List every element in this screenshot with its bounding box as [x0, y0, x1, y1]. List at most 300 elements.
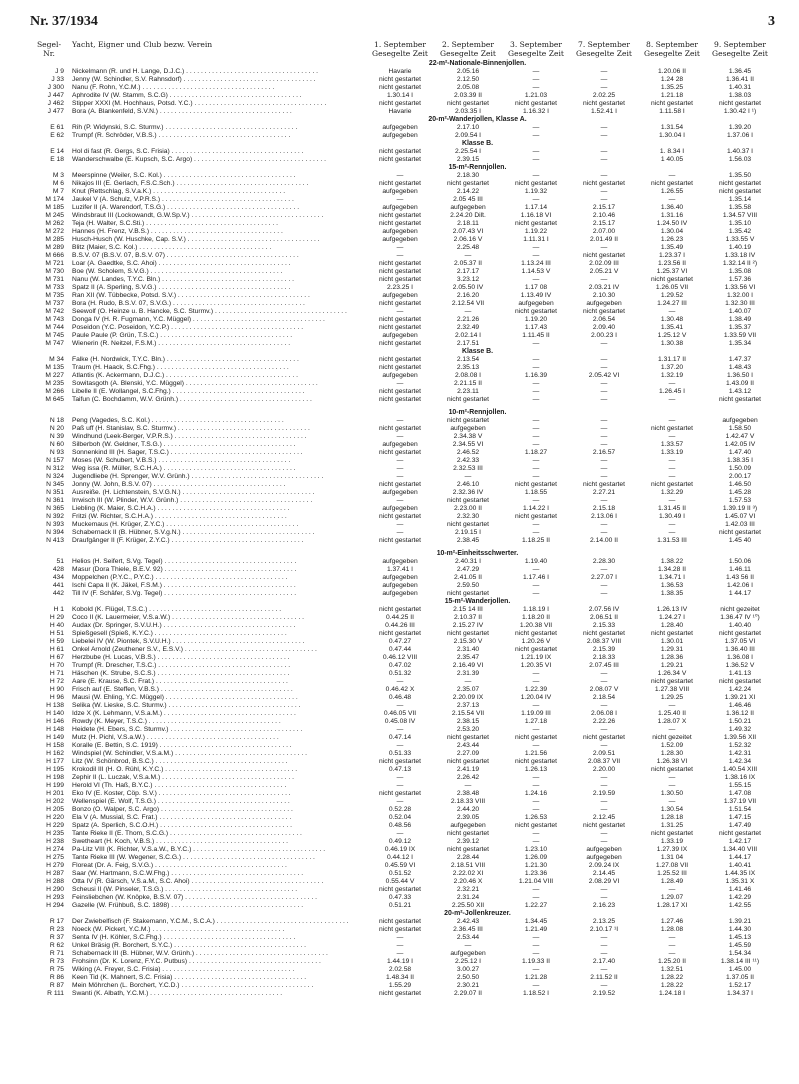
time-sep-1: 0.55.44 V [385, 878, 415, 885]
time-sep-7: 2.08.37 VII [587, 758, 621, 765]
yacht-owner-club: Muckemaus (H. Krüger, Z.Y.C.) . . . . . . . . . . . . . . . . . . . . . . . . . . . . . . . . . . . . [72, 521, 299, 528]
time-sep-2: nicht gestartet [446, 417, 489, 424]
time-sep-7: — [600, 566, 608, 573]
time-sep-9: 1.39.21 [728, 918, 752, 925]
yacht-owner-club: Pa-Litz VIII (K. Richter, V.S.a.W., B.Y.C.) . . . . . . . . . . . . . . . . . . . . . . . . . . . . . . . . . . . . [72, 846, 326, 853]
time-sep-9: 1.35.37 [728, 324, 752, 331]
time-sep-9: 1.37.19 VII [723, 798, 757, 805]
yacht-owner-club: B.S.V. 07 (B.S.V. 07, B.S.V. 07) . . . . . . . . . . . . . . . . . . . . . . . . . . . . . . . . . . . . [72, 252, 299, 259]
time-sep-8: 1.25.20 II [658, 958, 686, 965]
time-sep-3: — [532, 798, 540, 805]
time-sep-1: nicht gestartet [378, 449, 421, 456]
sail-number: H 274 [46, 846, 64, 853]
time-sep-8: — [668, 497, 676, 504]
time-sep-2: 2.25.50 XII [451, 902, 485, 909]
sail-number: 441 [52, 582, 64, 589]
column-header-time-sep-3: 3. September Gesegelte Zeit [508, 40, 564, 58]
table-row [30, 68, 775, 76]
time-sep-1: nicht gestartet [378, 606, 421, 613]
yacht-owner-club: Litz (W. Schönbrod, B.S.C.) . . . . . . . . . . . . . . . . . . . . . . . . . . . . . . . . . . . . [72, 758, 288, 765]
yacht-owner-club: Mein Möhrchen (L. Borchert, Y.C.D.) . . . . . . . . . . . . . . . . . . . . . . . . . . . . . . . . . . . . [72, 982, 314, 989]
table-row [30, 180, 775, 188]
time-sep-2: 2.32.30 [456, 513, 480, 520]
time-sep-8: 1.32.19 [660, 372, 684, 379]
results-table [30, 60, 775, 998]
sail-number: E 62 [50, 132, 64, 139]
time-sep-3: — [532, 364, 540, 371]
yacht-owner-club: Luzifer II (A. Warendorf, T.S.G.) . . . . . . . . . . . . . . . . . . . . . . . . . . . . . . . . . . . . [72, 204, 300, 211]
time-sep-2: 2.21.15 II [454, 380, 482, 387]
time-sep-1: nicht gestartet [378, 356, 421, 363]
time-sep-7: — [600, 774, 608, 781]
time-sep-2: 2.18.33 VIII [450, 798, 486, 805]
time-sep-3: 1.21.04 VIII [518, 878, 554, 885]
time-sep-9: aufgegeben [722, 417, 758, 424]
time-sep-3: — [532, 441, 540, 448]
time-sep-2: aufgegeben [450, 204, 486, 211]
sail-number: H 220 [46, 814, 64, 821]
time-sep-3: — [532, 966, 540, 973]
time-sep-2: 2.42.33 [456, 457, 480, 464]
time-sep-8: 1.31.25 [660, 822, 684, 829]
table-row [30, 950, 775, 958]
yacht-owner-club: Nanu (F. Rohn, Y.C.M.) . . . . . . . . . . . . . . . . . . . . . . . . . . . . . . . . . . . . [72, 84, 275, 91]
time-sep-2: 2.53.44 [456, 934, 480, 941]
sail-number: M 733 [45, 284, 64, 291]
time-sep-1: aufgegeben [382, 590, 418, 597]
time-sep-9: 1.52.17 [728, 982, 752, 989]
yacht-owner-club: Bora (A. Blankenfeld, S.V.N.) . . . . . . . . . . . . . . . . . . . . . . . . . . . . . . . . . . . . [72, 108, 292, 115]
time-sep-3: 1.22.27 [524, 902, 548, 909]
time-sep-2: 2.18.51 VIII [450, 862, 486, 869]
sail-number: H 199 [46, 782, 64, 789]
table-row [30, 236, 775, 244]
sail-number: R 17 [49, 918, 64, 925]
sail-number: H 201 [46, 790, 64, 797]
time-sep-8: nicht gestartet [650, 830, 693, 837]
time-sep-3: — [532, 678, 540, 685]
yacht-owner-club: Hannes (H. Frenz, V.B.S.) . . . . . . . . . . . . . . . . . . . . . . . . . . . . . . . . . . . . [72, 228, 283, 235]
time-sep-2: 2.05.50 IV [452, 284, 484, 291]
sail-number: H 205 [46, 806, 64, 813]
time-sep-9: nicht gestartet [718, 529, 761, 536]
yacht-owner-club: Weg issa (R. Müller, S.C.H.A.) . . . . . . . . . . . . . . . . . . . . . . . . . . . . . . . . . . . . [72, 465, 296, 472]
time-sep-8: 1 40.05 [660, 156, 684, 163]
time-sep-2: 2.15.54 VII [451, 710, 485, 717]
table-row [30, 590, 775, 598]
sail-number: M 645 [45, 396, 64, 403]
time-sep-2: 2.35.13 [456, 364, 480, 371]
time-sep-9: 1.44.17 [728, 854, 752, 861]
table-row [30, 750, 775, 758]
sail-number: H 148 [46, 726, 64, 733]
class-heading: 20-m²-Wanderjollen, Klasse A. [428, 116, 527, 123]
time-sep-2: aufgegeben [450, 950, 486, 957]
time-sep-1: aufgegeben [382, 558, 418, 565]
time-sep-8: nicht gezeitet [652, 734, 692, 741]
table-row [30, 100, 775, 108]
time-sep-9: 1.38.14 III ¹¹) [720, 958, 760, 965]
time-sep-7: 2.22.26 [592, 718, 616, 725]
time-sep-8: 1.26.05 VII [655, 284, 689, 291]
time-sep-1: nicht gestartet [378, 212, 421, 219]
time-sep-3: 1.26.53 [524, 814, 548, 821]
time-sep-9: 1.38.16 IX [724, 774, 756, 781]
table-row [30, 388, 775, 396]
time-sep-9: nicht gestartet [718, 100, 761, 107]
time-sep-2: 2.15.27 IV [452, 622, 484, 629]
table-row [30, 622, 775, 630]
time-sep-8: — [668, 465, 676, 472]
time-sep-2: nicht gestartet [446, 830, 489, 837]
time-sep-3: 1.19.22 [524, 228, 548, 235]
table-row [30, 332, 775, 340]
time-sep-9: 1.47.49 [728, 822, 752, 829]
time-sep-2: 2.03.35 I [454, 108, 482, 115]
time-sep-8: 1.29.52 [660, 292, 684, 299]
table-row [30, 417, 775, 425]
sail-number: E 61 [50, 124, 64, 131]
time-sep-3: 1.14.22 I [522, 505, 550, 512]
time-sep-9: 1.38.03 [728, 92, 752, 99]
time-sep-7: 2.18.33 [592, 654, 616, 661]
time-sep-9: 1.37.05 VI [724, 638, 756, 645]
time-sep-1: nicht gestartet [378, 300, 421, 307]
time-sep-2: — [464, 678, 472, 685]
sail-number: N 365 [46, 505, 64, 512]
yacht-owner-club: Windspiel (W. Schindler, V.S.a.M.) . . . . . . . . . . . . . . . . . . . . . . . . . . . . . . . . . . . . [72, 750, 307, 757]
time-sep-2: nicht gestartet [446, 758, 489, 765]
time-sep-3: — [532, 702, 540, 709]
time-sep-1: nicht gestartet [378, 918, 421, 925]
time-sep-7: 2.19.52 [592, 990, 616, 997]
time-sep-8: — [668, 473, 676, 480]
sail-number: H 149 [46, 734, 64, 741]
time-sep-1: aufgegeben [382, 132, 418, 139]
table-row [30, 521, 775, 529]
sail-number: J 477 [47, 108, 64, 115]
time-sep-9: 1.50.21 [728, 718, 752, 725]
time-sep-7: — [600, 934, 608, 941]
table-row [30, 846, 775, 854]
yacht-owner-club: Ausreiße. (H. Lichtenstein, S.V.G.N.) . . . . . . . . . . . . . . . . . . . . . . . . . . . . . . . . . . . . [72, 489, 315, 496]
yacht-owner-club: Sowitasgoth (A. Blenski, Y.C. Müggel) . . . . . . . . . . . . . . . . . . . . . . . . . . . . . . . . . . . . [72, 380, 318, 387]
time-sep-9: 1.50.09 [728, 465, 752, 472]
time-sep-7: — [600, 457, 608, 464]
time-sep-3: — [532, 388, 540, 395]
yacht-owner-club: Jaukel V (A. Schulz, V.P.R.S.) . . . . . . . . . . . . . . . . . . . . . . . . . . . . . . . . . . . . [72, 196, 294, 203]
time-sep-9: 1.35.31 X [725, 878, 755, 885]
time-sep-8: — [668, 774, 676, 781]
sail-number: M 743 [45, 316, 64, 323]
yacht-owner-club: Windsbraut III (Lockowandt, G.W.Sp.V.) . . . . . . . . . . . . . . . . . . . . . . . . . . . . . . . . . . . . [72, 212, 324, 219]
time-sep-1: nicht gestartet [378, 513, 421, 520]
time-sep-1: nicht gestartet [378, 76, 421, 83]
time-sep-7: 2.15.33 [592, 622, 616, 629]
time-sep-8: 1.23.37 I [658, 252, 686, 259]
time-sep-8: nicht gestartet [650, 678, 693, 685]
time-sep-7: — [600, 396, 608, 403]
time-sep-2: 2.31.39 [456, 670, 480, 677]
time-sep-1: — [396, 782, 404, 789]
time-sep-9: 1.33.55 V [725, 236, 755, 243]
time-sep-3: — [532, 830, 540, 837]
yacht-owner-club: Onkel Arnold (Zeuthener S.V., E.S.V.) . . . . . . . . . . . . . . . . . . . . . . . . . . . . . . . . . . . . [72, 646, 317, 653]
yacht-owner-club: Koralle (E. Bettin, S.C. 1919) . . . . . . . . . . . . . . . . . . . . . . . . . . . . . . . . . . . . [72, 742, 292, 749]
time-sep-7: — [600, 894, 608, 901]
sail-number: M 285 [45, 236, 64, 243]
sail-number: N 345 [46, 481, 64, 488]
time-sep-2: 2.32.53 III [453, 465, 483, 472]
time-sep-8: 1.30.04 I [658, 132, 686, 139]
sail-number: M 185 [45, 204, 64, 211]
time-sep-2: 2.53.20 [456, 726, 480, 733]
time-sep-3: — [532, 782, 540, 789]
time-sep-1: aufgegeben [382, 332, 418, 339]
yacht-owner-club: Bonzo (O. Walper, S.C. Argo) . . . . . . . . . . . . . . . . . . . . . . . . . . . . . . . . . . . . [72, 806, 293, 813]
time-sep-7: 2.09.40 [592, 324, 616, 331]
time-sep-7: aufgegeben [586, 846, 622, 853]
time-sep-2: 2.32.49 [456, 324, 480, 331]
time-sep-8: — [668, 782, 676, 789]
time-sep-1: nicht gestartet [378, 220, 421, 227]
sail-number: R 62 [49, 942, 64, 949]
time-sep-2: 2.17.17 [456, 268, 480, 275]
sail-number: H 290 [46, 886, 64, 893]
table-row [30, 156, 775, 164]
yacht-owner-club: Ran XII (W. Tübbecke, Potsd. S.V.) . . . . . . . . . . . . . . . . . . . . . . . . . . . . . . . . . . . . [72, 292, 310, 299]
table-row [30, 814, 775, 822]
time-sep-9: 1.40.19 [728, 244, 752, 251]
time-sep-1: — [396, 678, 404, 685]
time-sep-1: 0.47.44 [388, 646, 412, 653]
sail-number: J 33 [51, 76, 64, 83]
time-sep-3: — [532, 529, 540, 536]
time-sep-2: 2.08.08 I [454, 372, 482, 379]
time-sep-2: 2.41.05 II [454, 574, 482, 581]
sail-number: N 413 [46, 537, 64, 544]
table-row [30, 630, 775, 638]
time-sep-8: 1.24.18 I [658, 990, 686, 997]
yacht-owner-club: Spatz (A. Sperlich, S.C.O.H.) . . . . . . . . . . . . . . . . . . . . . . . . . . . . . . . . . . . . [72, 822, 292, 829]
time-sep-8: 1.24.27 III [657, 300, 687, 307]
table-row [30, 798, 775, 806]
time-sep-2: 2.39.05 [456, 814, 480, 821]
time-sep-7: — [600, 188, 608, 195]
time-sep-3: 1.17.14 [524, 204, 548, 211]
time-sep-2: 2.15 14 III [453, 606, 483, 613]
time-sep-9: 1.40.54 XIII [722, 766, 758, 773]
time-sep-3: 1.13.24 III [521, 260, 551, 267]
time-sep-1: nicht gestartet [378, 180, 421, 187]
yacht-owner-club: Heidete (H. Ebers, S.C. Sturmv.) . . . . . . . . . . . . . . . . . . . . . . . . . . . . . . . . . . . . [72, 726, 303, 733]
sail-number: R 111 [47, 990, 64, 997]
time-sep-7: 2.15.17 [592, 204, 616, 211]
time-sep-2: — [464, 252, 472, 259]
time-sep-9: 1.51.54 [728, 806, 752, 813]
yacht-owner-club: Liebling (K. Maier, S.C.H.A.) . . . . . . . . . . . . . . . . . . . . . . . . . . . . . . . . . . . . [72, 505, 290, 512]
yacht-owner-club: Meerspinne (Weiler, S.C. Kol.) . . . . . . . . . . . . . . . . . . . . . . . . . . . . . . . . . . . . [72, 172, 296, 179]
time-sep-8: 1.37.20 [660, 364, 684, 371]
table-row [30, 513, 775, 521]
table-row [30, 670, 775, 678]
time-sep-7: 2.05.42 VI [588, 372, 620, 379]
time-sep-7: — [600, 830, 608, 837]
time-sep-8: 1.30.50 [660, 790, 684, 797]
time-sep-8: 1.26.23 [660, 236, 684, 243]
yacht-owner-club: Frisch auf (E. Steffen, V.B.S.) . . . . . . . . . . . . . . . . . . . . . . . . . . . . . . . . . . . . [72, 686, 293, 693]
time-sep-3: 1.17.46 I [522, 574, 550, 581]
time-sep-1: nicht gestartet [378, 260, 421, 267]
time-sep-2: 2.32.21 [456, 886, 480, 893]
sail-number: H 1 [53, 606, 64, 613]
time-sep-8: 1.28.08 [660, 926, 684, 933]
sail-number: 434 [52, 574, 64, 581]
time-sep-1: 0.47.13 [388, 766, 412, 773]
table-row [30, 148, 775, 156]
table-row [30, 742, 775, 750]
time-sep-7: — [600, 172, 608, 179]
time-sep-7: nicht gestartet [582, 822, 625, 829]
time-sep-8: nicht gestartet [650, 180, 693, 187]
class-heading: Klasse B. [461, 140, 494, 147]
time-sep-9: 1.42.24 [728, 686, 752, 693]
time-sep-3: — [532, 894, 540, 901]
time-sep-7: — [600, 678, 608, 685]
time-sep-8: 1.25.52 III [657, 870, 687, 877]
time-sep-7: 2.17.40 [592, 958, 616, 965]
time-sep-8: — [668, 702, 676, 709]
time-sep-1: 0.46.12 VIII [382, 654, 418, 661]
table-row [30, 894, 775, 902]
time-sep-8: 1.28.07 X [657, 718, 687, 725]
time-sep-9: 1.36.52 V [725, 662, 755, 669]
time-sep-8: 1.30.04 [660, 228, 684, 235]
time-sep-1: nicht gestartet [378, 276, 421, 283]
time-sep-7: nicht gestartet [582, 481, 625, 488]
time-sep-9: 1.42.05 IV [724, 441, 756, 448]
sail-number: H 177 [46, 758, 64, 765]
table-row [30, 758, 775, 766]
time-sep-2: nicht gestartet [446, 590, 489, 597]
table-row [30, 433, 775, 441]
time-sep-2: 2.06.16 V [453, 236, 483, 243]
column-header-time-sep-1: 1. September Gesegelte Zeit [372, 40, 428, 58]
table-row [30, 574, 775, 582]
time-sep-3: nicht gestartet [514, 100, 557, 107]
time-sep-8: — [668, 380, 676, 387]
time-sep-8: 1.30.38 [660, 340, 684, 347]
time-sep-8: 1.32.51 [660, 966, 684, 973]
time-sep-7: — [600, 886, 608, 893]
time-sep-3: — [532, 433, 540, 440]
table-row [30, 606, 775, 614]
time-sep-8: 1.31 04 [660, 854, 684, 861]
yacht-owner-club: Gazelle (W. Frühbuß, S.C. 1898) . . . . . . . . . . . . . . . . . . . . . . . . . . . . . . . . . . . . [72, 902, 304, 909]
yacht-owner-club: Otta IV (R. Gärsch, V.S.a.M., S.C. Ahoi) . . . . . . . . . . . . . . . . . . . . . . . . . . . . . . . . . . . . [72, 878, 324, 885]
sail-number: M 227 [45, 372, 64, 379]
time-sep-8: 1.27.38 VIII [654, 686, 690, 693]
sail-number: M 744 [45, 324, 64, 331]
time-sep-2: 2.21.26 [456, 316, 480, 323]
time-sep-2: 2.20.46 X [453, 878, 483, 885]
time-sep-7: 2.28.30 [592, 558, 616, 565]
table-row [30, 926, 775, 934]
time-sep-1: aufgegeben [382, 505, 418, 512]
page-header [30, 14, 775, 40]
time-sep-9: 1.47.37 [728, 356, 752, 363]
time-sep-9: 1.42.34 [728, 758, 752, 765]
sail-number: 442 [52, 590, 64, 597]
results-page [30, 14, 775, 998]
yacht-owner-club: Der Zwiebelfisch (F. Stakemann, Y.C.M., S.C.A.) . . . . . . . . . . . . . . . . . . . . . . . . . . . . . . . . . . . . [72, 918, 349, 925]
time-sep-7: 2.16.57 [592, 449, 616, 456]
time-sep-1: — [396, 726, 404, 733]
time-sep-9: 1.49.32 [728, 726, 752, 733]
time-sep-9: 1.47.08 [728, 790, 752, 797]
sail-number: M 174 [45, 196, 64, 203]
time-sep-7: 2.10.30 [592, 292, 616, 299]
time-sep-8: nicht gestartet [650, 630, 693, 637]
time-sep-9: 1.37.06 I [726, 132, 754, 139]
time-sep-8: 1.26.45 I [658, 388, 686, 395]
time-sep-1: nicht gestartet [378, 340, 421, 347]
sail-number: R 71 [49, 950, 64, 957]
time-sep-9: nicht gestartet [718, 830, 761, 837]
yacht-owner-club: Schabernack III (B. Hübner, W.V. Grünh.) . . . . . . . . . . . . . . . . . . . . . . . . . . . . . . . . . . . . [72, 950, 328, 957]
time-sep-8: 1.26.55 [660, 188, 684, 195]
time-sep-8: 1.30.54 [660, 806, 684, 813]
table-row [30, 790, 775, 798]
time-sep-3: — [532, 473, 540, 480]
sail-number: M 747 [45, 340, 64, 347]
sail-number: H 59 [49, 638, 64, 645]
time-sep-8: 1.29.31 [660, 646, 684, 653]
time-sep-3: 1.18.55 [524, 489, 548, 496]
time-sep-3: — [532, 196, 540, 203]
table-row [30, 862, 775, 870]
time-sep-3: nicht gestartet [514, 758, 557, 765]
time-sep-9: nicht gestartet [718, 396, 761, 403]
time-sep-3: — [532, 982, 540, 989]
yacht-owner-club: Senta IV (H. Köhler, S.C.Fhg.) . . . . . . . . . . . . . . . . . . . . . . . . . . . . . . . . . . . . [72, 934, 296, 941]
time-sep-1: 0.46.42 X [385, 686, 415, 693]
table-row [30, 268, 775, 276]
time-sep-3: — [532, 356, 540, 363]
time-sep-8: — [668, 196, 676, 203]
time-sep-8: 1.28.49 [660, 878, 684, 885]
table-row [30, 132, 775, 140]
time-sep-9: 1.33.18 IV [724, 252, 756, 259]
table-row [30, 982, 775, 990]
time-sep-3: 1.19.32 [524, 188, 548, 195]
time-sep-2: 2.14.22 [456, 188, 480, 195]
sail-number: E 18 [50, 156, 64, 163]
time-sep-3: 1.19.20 [524, 316, 548, 323]
time-sep-3: — [532, 156, 540, 163]
sail-number: J 300 [47, 84, 64, 91]
time-sep-2: 2.31.24 [456, 894, 480, 901]
table-row [30, 702, 775, 710]
time-sep-8: — [668, 433, 676, 440]
yacht-owner-club: Blitz (Maier, S.C. Kol.) . . . . . . . . . . . . . . . . . . . . . . . . . . . . . . . . . . . . [72, 244, 272, 251]
time-sep-7: nicht gestartet [582, 734, 625, 741]
time-sep-1: nicht gestartet [378, 481, 421, 488]
time-sep-1: — [396, 934, 404, 941]
sail-number: H 162 [46, 750, 64, 757]
time-sep-3: — [532, 566, 540, 573]
time-sep-1: 0.44.12 I [386, 854, 414, 861]
